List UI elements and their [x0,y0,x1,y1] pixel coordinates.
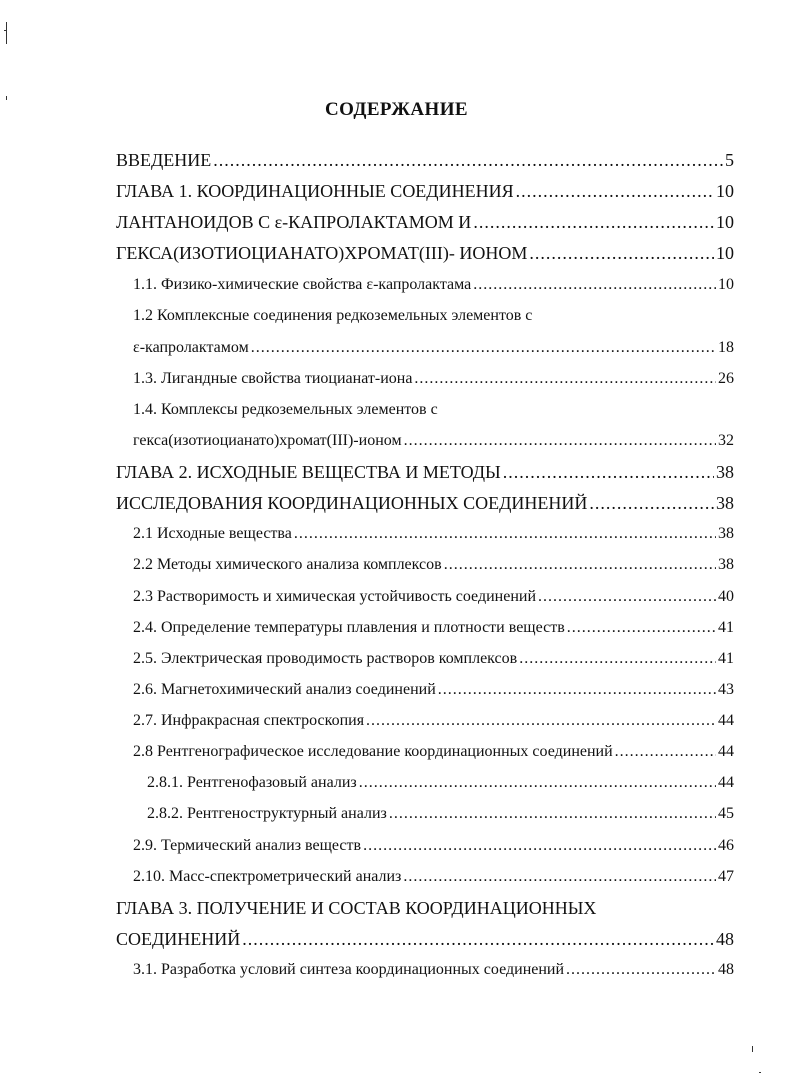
toc-entry-page: 5 [725,150,734,170]
toc-entry-title: ГЛАВА 3. ПОЛУЧЕНИЕ И СОСТАВ КООРДИНАЦИОННЫХ [116,898,597,918]
toc-entry-page: 43 [718,681,734,698]
toc-entry-page: 10 [716,243,734,263]
toc-entry[interactable] [133,552,734,578]
leader-dots [473,209,714,235]
leader-dots [516,178,714,204]
toc-entry[interactable] [147,801,734,827]
toc-entry-title: ИССЛЕДОВАНИЯ КООРДИНАЦИОННЫХ СОЕДИНЕНИЙ [116,493,588,513]
leader-dots [538,584,716,610]
leader-dots [242,926,714,952]
toc-entry[interactable] [116,240,734,266]
leader-dots [389,801,716,827]
toc-entry-title: ε-капролактамом [133,339,249,356]
leader-dots [503,459,714,485]
leader-dots [359,770,716,796]
leader-dots [519,646,716,672]
toc-entry[interactable] [133,833,734,859]
toc-entry[interactable] [133,335,734,361]
leader-dots [589,490,714,516]
toc-entry-page: 44 [718,774,734,791]
toc-entry-page: 46 [718,837,734,854]
leader-dots [473,272,716,298]
toc-entry[interactable] [147,770,734,796]
toc-entry-title: ЛАНТАНОИДОВ С ε-КАПРОЛАКТАМОМ И [116,212,472,232]
toc-entry[interactable] [116,926,734,952]
leader-dots [615,739,716,765]
toc-entry[interactable] [116,209,734,235]
toc-entry-page: 38 [718,525,734,542]
toc-entry-title: 1.1. Физико-химические свойства ε-капролактама [133,276,472,293]
leader-dots [414,366,716,392]
toc-entry-title: ВВЕДЕНИЕ [116,150,212,170]
toc-entry-title: 2.1 Исходные вещества [133,525,292,542]
toc-entry-page: 10 [716,212,734,232]
toc-entry-page: 26 [718,370,734,387]
toc-entry-page: 41 [718,619,734,636]
toc-entry-title: 3.1. Разработка условий синтеза координационных соединений [133,961,565,978]
toc-entry-title: гекса(изотиоцианато)хромат(III)-ионом [133,432,402,449]
toc-entry-title: ГЛАВА 2. ИСХОДНЫЕ ВЕЩЕСТВА И МЕТОДЫ [116,462,501,482]
toc-entry-title: 1.3. Лигандные свойства тиоцианат-иона [133,370,413,387]
toc-entry-page: 44 [718,712,734,729]
toc-entry-page: 38 [716,493,734,513]
toc-entry-title: 2.8.1. Рентгенофазовый анализ [147,774,357,791]
toc-entry[interactable] [133,957,734,983]
toc-entry-title: ГЛАВА 1. КООРДИНАЦИОННЫЕ СОЕДИНЕНИЯ [116,181,514,201]
toc-entry[interactable] [133,272,734,298]
toc-entry-title: 2.9. Термический анализ веществ [133,837,362,854]
leader-dots [363,833,716,859]
leader-dots [567,615,716,641]
toc-entry-title: СОЕДИНЕНИЙ [116,929,241,949]
toc-entry-page: 10 [716,181,734,201]
toc-entry[interactable] [116,490,734,516]
leader-dots [251,335,716,361]
toc-entry-page: 48 [718,961,734,978]
toc-entry-page: 45 [718,805,734,822]
toc-entry[interactable] [133,428,734,454]
toc-entry[interactable] [133,615,734,641]
toc-entry-page: 40 [718,588,734,605]
toc-entry[interactable] [133,677,734,703]
toc-entry[interactable] [133,739,734,765]
toc-entry[interactable] [133,646,734,672]
toc-entry-title: 2.5. Электрическая проводимость растворов комплексов [133,650,518,667]
toc-entry-title: 2.2 Методы химического анализа комплексов [133,556,442,573]
leader-dots [366,708,716,734]
leader-dots [213,147,723,173]
leader-dots [529,240,714,266]
page-title: СОДЕРЖАНИЕ [325,99,468,120]
toc-entry-page: 32 [718,432,734,449]
toc-entry-title: 2.10. Масс-спектрометрический анализ [133,868,402,885]
toc-entry-page: 38 [716,462,734,482]
toc-entry-title: 2.3 Растворимость и химическая устойчивость соединений [133,588,536,605]
toc-entry-page: 41 [718,650,734,667]
leader-dots [566,957,716,983]
toc-entry-title: 1.4. Комплексы редкоземельных элементов с [133,401,438,418]
toc-entry-page: 10 [718,276,734,293]
toc-entry-title: ГЕКСА(ИЗОТИОЦИАНАТО)ХРОМАТ(III)- ИОНОМ [116,243,528,263]
toc-entry[interactable] [133,366,734,392]
toc-entry[interactable] [116,178,734,204]
toc-entry-page: 38 [718,556,734,573]
toc-entry[interactable] [133,521,734,547]
toc-entry[interactable] [133,864,734,890]
leader-dots [403,864,716,890]
toc-entry-page: 47 [718,868,734,885]
leader-dots [444,552,716,578]
toc-entry-title: 2.7. Инфракрасная спектроскопия [133,712,365,729]
leader-dots [438,677,716,703]
toc-entry-page: 18 [718,339,734,356]
toc-entry-title: 2.4. Определение температуры плавления и плотности веществ [133,619,565,636]
toc-entry-title: 2.6. Магнетохимический анализ соединений [133,681,436,698]
toc-entry[interactable] [133,708,734,734]
toc-entry-title: 2.8 Рентгенографическое исследование координационных соединений [133,743,613,760]
toc-entry-page: 44 [718,743,734,760]
leader-dots [404,428,716,454]
leader-dots [294,521,716,547]
toc-entry-title: 1.2 Комплексные соединения редкоземельных элементов с [133,307,533,324]
toc-entry[interactable] [116,147,734,173]
toc-entry[interactable] [116,459,734,485]
toc-entry[interactable] [133,584,734,610]
toc-entry-page: 48 [716,929,734,949]
toc-entry-title: 2.8.2. Рентгеноструктурный анализ [147,805,387,822]
